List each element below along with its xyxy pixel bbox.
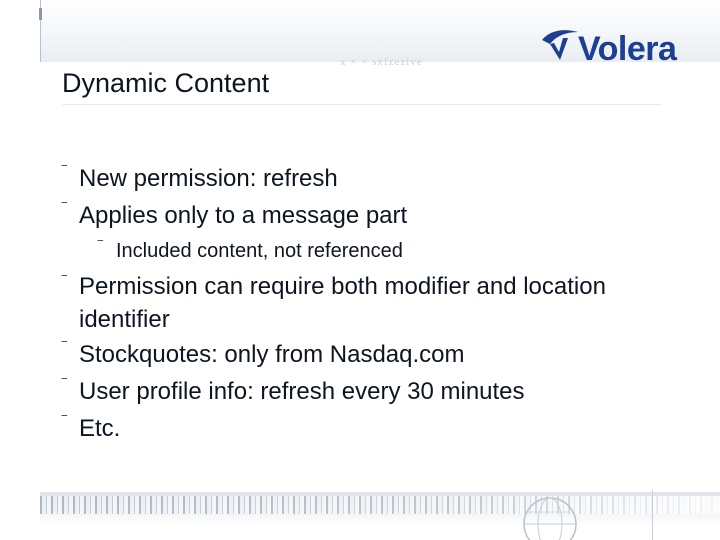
bullet-dash-icon: ‾ [62,163,67,179]
bullet-item [62,336,682,373]
bullet-text: Permission can require both modifier and location identifier [79,273,606,333]
bullet-item [62,197,682,234]
bullet-text: Stockquotes: only from Nasdaq.com [79,341,465,368]
sub-bullet-text: Included content, not referenced [116,240,403,262]
bullet-item [62,373,682,410]
title-divider [62,104,662,105]
bullet-dash-icon: ‾ [62,339,67,355]
volera-logo [538,26,698,72]
bullet-item [62,270,682,336]
bullet-dash-icon: ‾ [62,200,67,216]
globe-watermark-icon [520,494,580,540]
bullet-item [62,160,682,197]
bullet-text: Etc. [79,415,121,442]
slide-title: Dynamic Content [62,68,270,98]
bullet-text: New permission: refresh [79,165,338,192]
logo-wordmark: Volera [578,30,677,68]
footer-stripe-fade [40,496,720,514]
bullet-text: Applies only to a message part [79,202,408,229]
bullet-item [62,410,682,447]
bullet-dash-icon: ‾ [62,376,67,392]
bullet-text: User profile info: refresh every 30 minutes [79,378,525,405]
bullet-dash-icon: ‾ [98,238,103,254]
header-watermark-text: x × × sxfzezive [340,56,423,68]
sub-bullet-item [62,236,682,266]
bullet-dash-icon: ‾ [62,413,67,429]
logo-swoosh-icon [538,26,582,66]
footer-right-rule [652,490,653,540]
bullet-dash-icon: ‾ [62,273,67,289]
bullet-list [62,160,682,447]
header-tick [39,8,42,20]
